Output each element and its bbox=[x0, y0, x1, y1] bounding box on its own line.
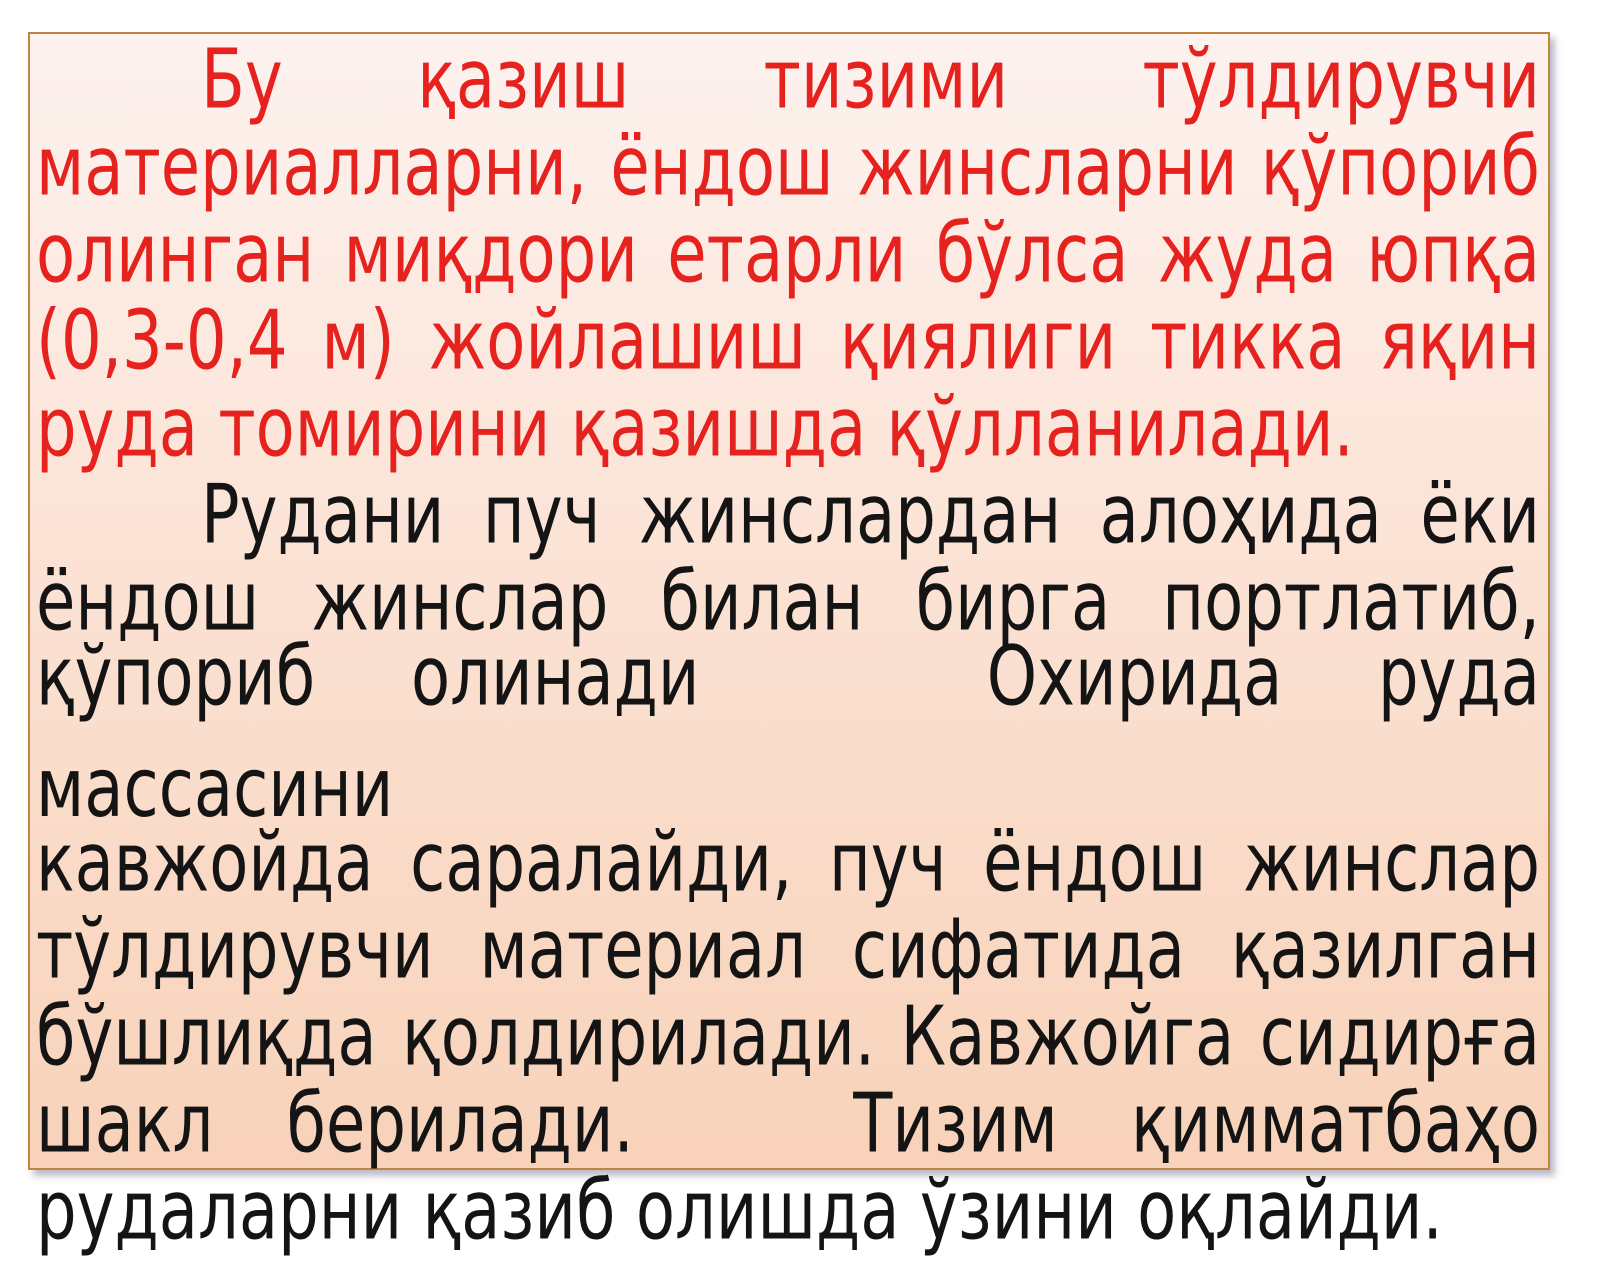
slide-text-block bbox=[30, 33, 1548, 1260]
text-line: материалларни, ёндош жинсларни қўпориб bbox=[36, 120, 1540, 216]
text-line: ёндош жинслар билан бирга портлатиб, bbox=[36, 555, 1540, 651]
text-line: кавжойда саралайди, пуч ёндош жинслар bbox=[36, 816, 1540, 912]
text-line: рудаларни қазиб олишда ўзини оқлайди. bbox=[36, 1164, 1443, 1260]
text-line: олинган миқдори етарли бўлса жуда юпқа bbox=[36, 207, 1540, 303]
text-line: қўпориб олинади Охирида руда массасини bbox=[36, 630, 1540, 837]
paragraph-black-body bbox=[36, 468, 1540, 1260]
text-line: Бу қазиш тизими тўлдирувчи bbox=[201, 33, 1540, 129]
text-line: (0,3-0,4 м) жойлашиш қиялиги тикка яқин bbox=[36, 294, 1540, 390]
paragraph-red-intro bbox=[36, 33, 1540, 477]
text-line: тўлдирувчи материал сифатида қазилган bbox=[36, 903, 1540, 999]
text-line: руда томирини қазишда қўлланилади. bbox=[36, 381, 1354, 477]
text-line: бўшлиқда қолдирилади. Кавжойга сидирға bbox=[36, 990, 1540, 1086]
text-line: Рудани пуч жинслардан алоҳида ёки bbox=[201, 468, 1540, 564]
slide-canvas bbox=[28, 32, 1550, 1260]
text-line: шакл берилади. Тизим қимматбаҳо bbox=[36, 1077, 1540, 1173]
